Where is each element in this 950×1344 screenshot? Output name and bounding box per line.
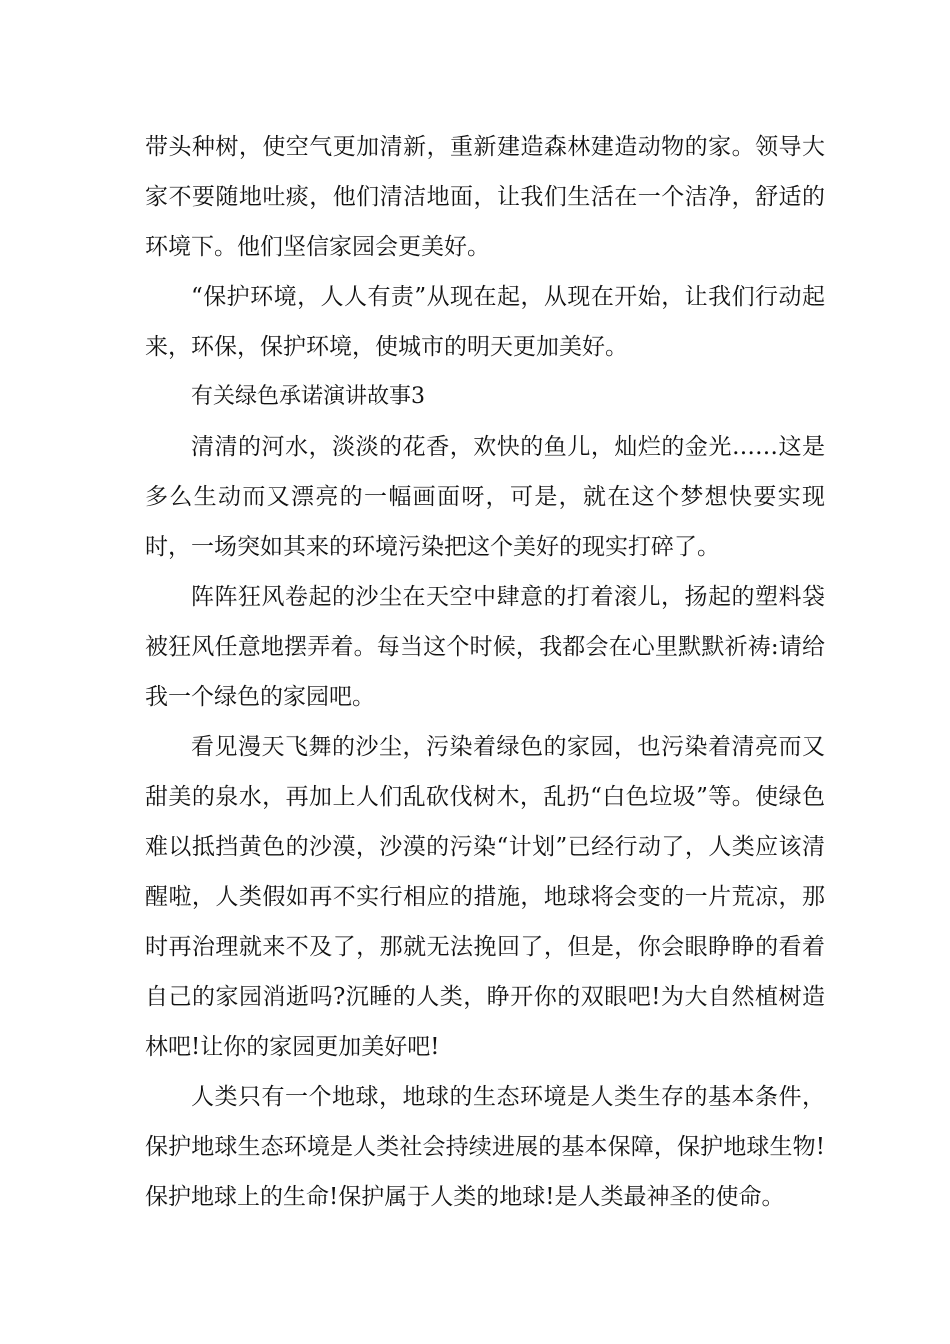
paragraph-earth: 人类只有一个地球，地球的生态环境是人类生存的基本条件，保护地球生态环境是人类社会持续进展的基本保障，保护地球生物!保护地球上的生命!保护属于人类的地球!是人类最神圣的使命。	[145, 1084, 825, 1210]
paragraph-continuation: 带头种树，使空气更加清新，重新建造森林建造动物的家。领导大家不要随地吐痰，他们清洁地面，让我们生活在一个洁净，舒适的环境下。他们坚信家园会更美好。	[145, 134, 825, 260]
paragraph-river: 清清的河水，淡淡的花香，欢快的鱼儿，灿烂的金光……这是多么生动而又漂亮的一幅画面呀，可是，就在这个梦想快要实现时，一场突如其来的环境污染把这个美好的现实打碎了。	[145, 434, 825, 560]
section-heading: 有关绿色承诺演讲故事3	[191, 384, 425, 409]
paragraph-wind: 阵阵狂风卷起的沙尘在天空中肆意的打着滚儿，扬起的塑料袋被狂风任意地摆弄着。每当这个时候，我都会在心里默默祈祷:请给我一个绿色的家园吧。	[145, 584, 825, 710]
document-page	[145, 122, 825, 1222]
paragraph-sand: 看见漫天飞舞的沙尘，污染着绿色的家园，也污染着清亮而又甜美的泉水，再加上人们乱砍伐树木，乱扔“白色垃圾”等。使绿色难以抵挡黄色的沙漠，沙漠的污染“计划”已经行动了，人类应该清醒啦，人类假如再不实行相应的措施，地球将会变的一片荒凉，那时再治理就来不及了，那就无法挽回了，但是，你会眼睁睁的看着自己的家园消逝吗?沉睡的人类，睁开你的双眼吧!为大自然植树造林吧!让你的家园更加美好吧!	[145, 734, 825, 1060]
paragraph-slogan: “保护环境，人人有责”从现在起，从现在开始，让我们行动起来，环保，保护环境，使城市的明天更加美好。	[145, 284, 825, 360]
